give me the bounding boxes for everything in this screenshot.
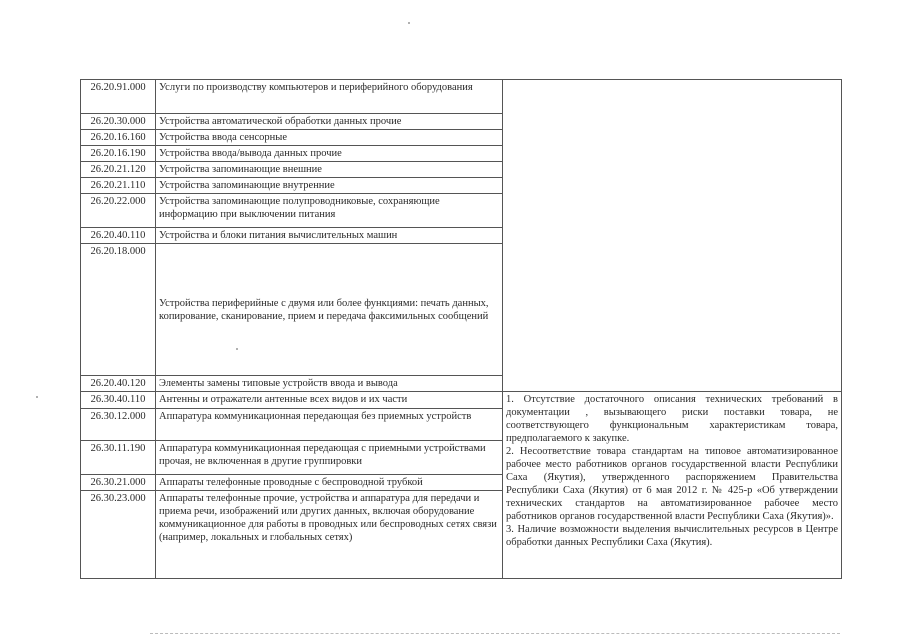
item-name: Аппаратура коммуникационная передающая без приемных устройств <box>156 409 503 441</box>
scan-artifact-line <box>150 633 840 634</box>
risk-notes-cell <box>503 392 842 579</box>
item-name: Аппаратура коммуникационная передающая с приемными устройствами прочая, не включенная в другие группировки <box>156 441 503 475</box>
okpd-codes-table <box>80 79 842 579</box>
okpd-code: 26.20.18.000 <box>81 244 156 376</box>
item-name: Устройства запоминающие внутренние <box>156 178 503 194</box>
okpd-code: 26.30.12.000 <box>81 409 156 441</box>
item-name: Устройства и блоки питания вычислительных машин <box>156 228 503 244</box>
okpd-code: 26.30.40.110 <box>81 392 156 409</box>
item-name: Элементы замены типовые устройств ввода и вывода <box>156 376 503 392</box>
item-name: Устройства периферийные с двумя или более функциями: печать данных, копирование, сканирование, прием и передача факсимильных сообщений <box>156 244 503 376</box>
okpd-code: 26.20.40.110 <box>81 228 156 244</box>
scan-speck <box>236 348 238 350</box>
note-item-2: 2. Несоответствие товара стандартам на типовое автоматизированное рабочее место работников органов государственной власти Республики Саха (Якутия), утвержденного распоряжением Правительства Республики Саха (Якутия) от 6 мая 2012 г. № 425-р «Об утверждении технических стандартов на автоматизированное рабочее место работников органов государственной власти Республики Саха (Якутия)». <box>506 446 838 522</box>
item-name: Устройства автоматической обработки данных прочие <box>156 114 503 130</box>
okpd-code: 26.30.11.190 <box>81 441 156 475</box>
okpd-code: 26.20.16.190 <box>81 146 156 162</box>
item-name: Антенны и отражатели антенные всех видов и их части <box>156 392 503 409</box>
okpd-code: 26.20.22.000 <box>81 194 156 228</box>
okpd-code: 26.20.30.000 <box>81 114 156 130</box>
okpd-code: 26.30.21.000 <box>81 475 156 491</box>
okpd-code: 26.20.21.110 <box>81 178 156 194</box>
table-row <box>81 80 842 114</box>
notes-empty-cell <box>503 80 842 392</box>
okpd-code: 26.20.21.120 <box>81 162 156 178</box>
note-item-1: 1. Отсутствие достаточного описания технических требований в документации , вызывающего риски поставки товара, не соответствующего функциональным характеристикам товара, предполагаемого к закупке. <box>506 394 838 444</box>
item-name: Аппараты телефонные проводные с беспроводной трубкой <box>156 475 503 491</box>
okpd-code: 26.20.40.120 <box>81 376 156 392</box>
item-name: Устройства ввода сенсорные <box>156 130 503 146</box>
table-row <box>81 392 842 409</box>
okpd-code: 26.20.16.160 <box>81 130 156 146</box>
item-name: Устройства ввода/вывода данных прочие <box>156 146 503 162</box>
item-name: Аппараты телефонные прочие, устройства и аппаратура для передачи и приема речи, изображений или других данных, включая оборудование коммуникационное для работы в проводных или беспроводных сетях связи (например, локальных и глобальных сетях) <box>156 491 503 579</box>
item-name: Устройства запоминающие полупроводниковые, сохраняющие информацию при выключении питания <box>156 194 503 228</box>
scan-speck <box>408 22 410 24</box>
item-name: Устройства запоминающие внешние <box>156 162 503 178</box>
okpd-code: 26.30.23.000 <box>81 491 156 579</box>
okpd-code: 26.20.91.000 <box>81 80 156 114</box>
note-item-3: 3. Наличие возможности выделения вычислительных ресурсов в Центре обработки данных Республики Саха (Якутия). <box>506 524 838 548</box>
item-name: Услуги по производству компьютеров и периферийного оборудования <box>156 80 503 114</box>
scan-speck <box>36 396 38 398</box>
